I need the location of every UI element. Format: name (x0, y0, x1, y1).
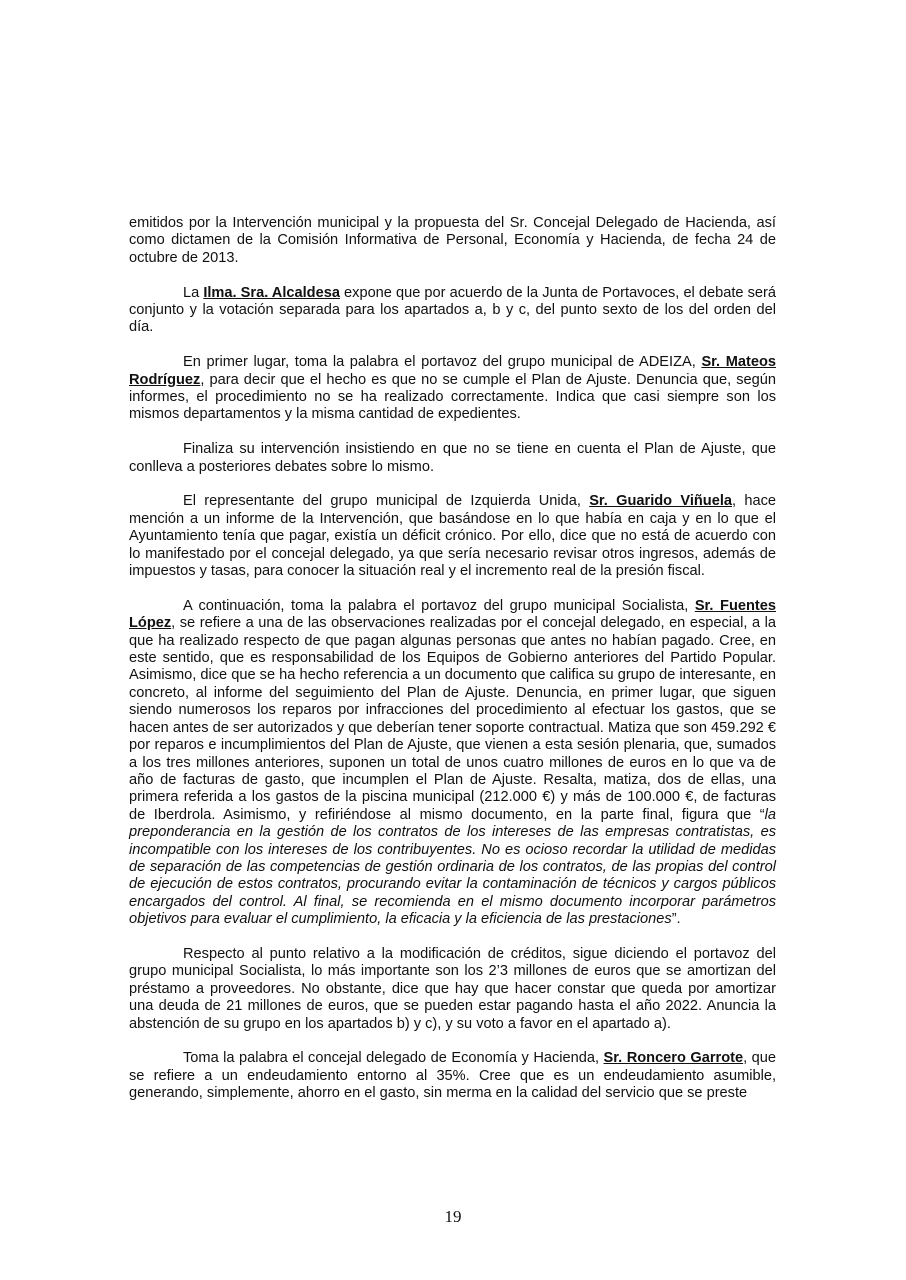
paragraph-2 (129, 285, 776, 337)
paragraph-text: , que se refiere a un endeudamiento entorno al 35%. Cree que es un endeudamiento asumible, generando, simplemente, ahorro en el gasto, sin merma en la calidad del servicio que se preste (129, 1050, 777, 1102)
page-number: 19 (444, 1207, 462, 1226)
paragraph-text: expone que por acuerdo de la Junta de Portavoces, el debate será conjunto y la votación separada para los apartados a, b y c, del punto sexto de los del orden del día. (129, 284, 776, 336)
paragraph-text: , se refiere a una de las observaciones realizadas por el concejal delegado, en especial, a la que ha realizado respecto de que pagan algunas personas que antes no habían pagado. Cree, en este sentido, que es responsabilidad de los Equipos de Gobierno anteriores del Partido Popular. Asimismo, dice que se ha hecho referencia a un documento que califica su grupo de interesante, en concreto, al informe del seguimiento del Plan de Ajuste. Denuncia, en primer lugar, que siguen siendo numerosos los reparos por infracciones del procedimiento al efectuar los gastos, que se hacen antes de ser autorizados y que deberían tener soporte contractual. Matiza que son 459.292 € por reparos e incumplimientos del Plan de Ajuste, que vienen a esta sesión plenaria, que, sumados a los tres millones anteriores, suponen un total de unos cuatro millones de euros en lo que va de año de facturas de gasto, que incumplen el Plan de Ajuste. Resalta, matiza, dos de ellas, una primera referida a los gastos de la piscina municipal (212.000 €) y más de 100.000 €, de facturas de Iberdrola. Asimismo, y refiriéndose al mismo documento, en la parte final, figura que “ (129, 615, 776, 823)
paragraph-4 (129, 441, 776, 476)
paragraph-text: Respecto al punto relativo a la modificación de créditos, sigue diciendo el portavoz del grupo municipal Socialista, lo más importante son los 2’3 millones de euros que se amortizan del préstamo a proveedores. No obstante, dice que hay que hacer constar que queda por amortizar una deuda de 21 millones de euros, que se pueden estar pagando hasta el año 2022. Anuncia la abstención de su grupo en los apartados b) y c), y su voto a favor en el apartado a). (129, 945, 776, 1032)
paragraph-text: ”. (671, 911, 681, 928)
paragraph-text: En primer lugar, toma la palabra el portavoz del grupo municipal de ADEIZA, (183, 354, 702, 371)
paragraph-text: A continuación, toma la palabra el portavoz del grupo municipal Socialista, (183, 597, 695, 614)
paragraph-1 (129, 215, 776, 267)
quoted-text: la preponderancia en la gestión de los contratos de los intereses de las empresas contratistas, es incompatible con los intereses de los contribuyentes. No es ocioso recordar la utilidad de medidas de separación de las competencias de gestión ordinaria de los contratos, de las propias del control de ejecución de estos contratos, procurando evitar la contaminación de técnicos y cargos públicos encargados del control. Al final, se recomienda en el mismo documento incorporar parámetros objetivos para evaluar el cumplimiento, la eficacia y la eficiencia de las prestaciones (129, 806, 776, 928)
speaker-name: Sr. Roncero Garrote (603, 1050, 744, 1067)
paragraph-3 (129, 354, 776, 424)
speaker-name: Sr. Mateos Rodríguez (129, 354, 777, 388)
document-body (129, 215, 776, 1120)
speaker-name: Ilma. Sra. Alcaldesa (203, 284, 340, 301)
paragraph-text: Finaliza su intervención insistiendo en que no se tiene en cuenta el Plan de Ajuste, que conlleva a posteriores debates sobre lo mismo. (129, 441, 776, 475)
paragraph-6 (129, 598, 776, 929)
paragraph-text: Toma la palabra el concejal delegado de Economía y Hacienda, (183, 1050, 604, 1067)
speaker-name: Sr. Guarido Viñuela (589, 493, 732, 510)
paragraph-7 (129, 946, 776, 1033)
paragraph-8 (129, 1050, 776, 1102)
speaker-name: Sr. Fuentes López (129, 597, 776, 632)
paragraph-5 (129, 493, 776, 580)
paragraph-text: , para decir que el hecho es que no se cumple el Plan de Ajuste. Denuncia que, según informes, el procedimiento no se ha realizado correctamente. Indica que casi siempre son los mismos departamentos y la misma cantidad de expedientes. (129, 371, 776, 423)
paragraph-text: El representante del grupo municipal de Izquierda Unida, (183, 493, 590, 510)
paragraph-text: , hace mención a un informe de la Intervención, que basándose en lo que había en caja y en lo que el Ayuntamiento tenía que pagar, existía un déficit crónico. Por ello, dice que no está de acuerdo con lo manifestado por el concejal delegado, ya que sería necesario revisar otros ingresos, además de impuestos y tasas, para conocer la situación real y el incremento real de la presión fiscal. (129, 493, 776, 580)
paragraph-text: emitidos por la Intervención municipal y la propuesta del Sr. Concejal Delegado de Hacienda, así como dictamen de la Comisión Informativa de Personal, Economía y Hacienda, de fecha 24 de octubre de 2013. (129, 215, 776, 266)
paragraph-text: La (183, 284, 204, 301)
